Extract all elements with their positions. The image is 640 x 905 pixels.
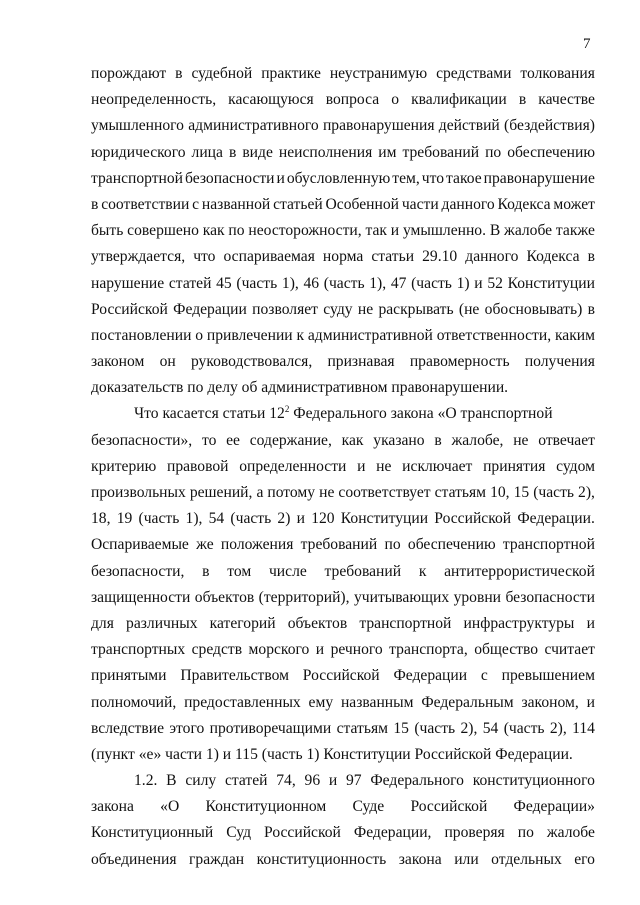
text-segment: Федерального закона «О транспортной: [289, 405, 553, 423]
paragraph-first-line: 1.2. В силу статей 74, 96 и 97 Федерального конституционного: [134, 772, 595, 790]
paragraph-last-line: доказательств по делу об административном правонарушении.: [91, 379, 509, 397]
text-line: транспортных средств морского и речного транспорта, общество считает: [91, 641, 595, 659]
page-number: 7: [583, 36, 591, 52]
paragraph-last-line: (пункт «е» части 1) и 115 (часть 1) Конституции Российской Федерации.: [91, 745, 573, 763]
text-line: закона «О Конституционном Суде Российской Федерации»: [91, 798, 595, 816]
text-line: принятыми Правительством Российской Федерации с превышением: [91, 667, 595, 685]
text-line: утверждается, что оспариваемая норма статьи 29.10 данного Кодекса в: [91, 248, 595, 266]
text-line: транспортной безопасности и обусловленную тем, что такое правонарушение: [91, 169, 595, 187]
text-line: вследствие этого противоречащими статьям 15 (часть 2), 54 (часть 2), 114: [91, 719, 595, 737]
text-line: юридического лица в виде неисполнения им требований по обеспечению: [91, 143, 595, 161]
text-line: полномочий, предоставленных ему названным Федеральным законом, и: [91, 693, 595, 711]
text-line: для различных категорий объектов транспортной инфраструктуры и: [91, 614, 595, 632]
text-line: нарушение статей 45 (часть 1), 46 (часть 1), 47 (часть 1) и 52 Конституции: [91, 274, 595, 292]
document-body: [91, 61, 595, 873]
text-line: критерию правовой определенности и не исключает принятия судом: [91, 457, 595, 475]
superscript: 2: [284, 404, 290, 415]
text-line: объединения граждан конституционность закона или отдельных его: [91, 850, 595, 868]
text-line: Оспариваемые же положения требований по обеспечению транспортной: [91, 536, 595, 554]
text-line: произвольных решений, а потому не соответствует статьям 10, 15 (часть 2),: [91, 484, 595, 501]
text-line: неопределенность, касающуюся вопроса о квалификации в качестве: [91, 91, 595, 109]
text-line: постановлении о привлечении к административной ответственности, каким: [91, 326, 595, 344]
text-line: защищенности объектов (территорий), учитывающих уровни безопасности: [91, 588, 595, 606]
text-line: Российской Федерации позволяет суду не раскрывать (не обосновывать) в: [91, 300, 595, 318]
paragraph-first-line: [91, 401, 595, 427]
text-segment: Что касается статьи 12: [134, 405, 285, 423]
text-line: порождают в судебной практике неустранимую средствами толкования: [91, 65, 595, 82]
text-line: в соответствии с названной статьей Особенной части данного Кодекса может: [91, 195, 595, 213]
text-line: быть совершено как по неосторожности, так и умышленно. В жалобе также: [91, 222, 595, 240]
text-line: умышленного административного правонарушения действий (бездействия): [91, 117, 595, 135]
text-line: безопасности», то ее содержание, как указано в жалобе, не отвечает: [91, 431, 595, 449]
text-line: 18, 19 (часть 1), 54 (часть 2) и 120 Конституции Российской Федерации.: [91, 510, 595, 528]
text-line: безопасности, в том числе требований к антитеррористической: [91, 562, 595, 580]
text-line: законом он руководствовался, признавая правомерность получения: [91, 353, 595, 371]
text-line: Конституционный Суд Российской Федерации, проверяя по жалобе: [91, 824, 595, 842]
